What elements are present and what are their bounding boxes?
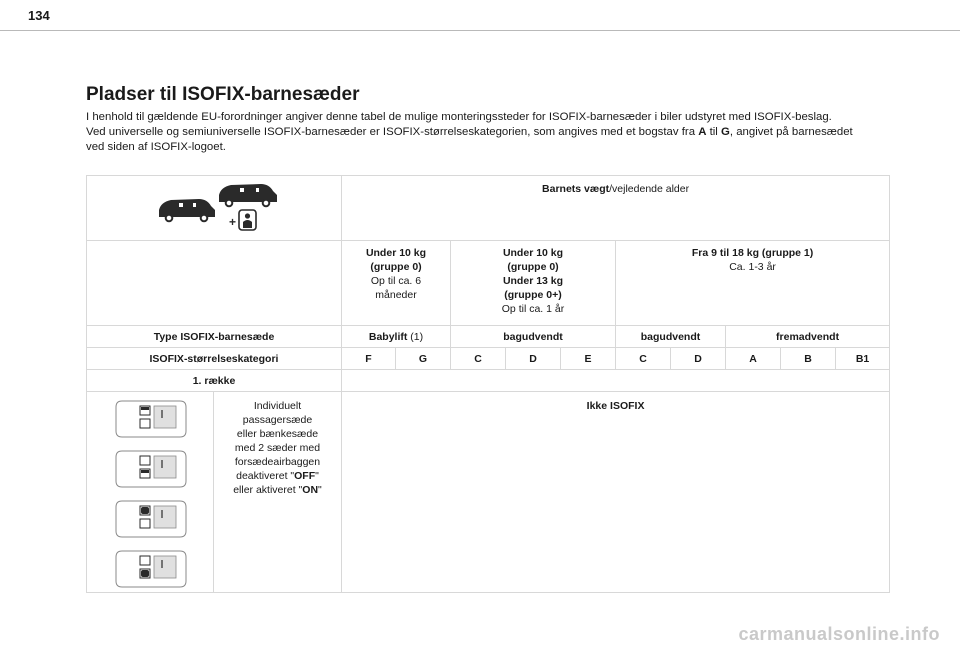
seat-desc-line2: passagersæde: [242, 414, 313, 426]
group-cell-1: [342, 241, 451, 326]
vehicle-icons-cell: [87, 176, 342, 241]
type-forward-facing: fremadvendt: [726, 326, 890, 348]
seat-desc-line1: Individuelt: [253, 400, 302, 412]
type-rear-facing-1: bagudvendt: [451, 326, 616, 348]
size-cell: F: [342, 348, 396, 370]
group1-line2: (gruppe 0): [370, 261, 422, 273]
size-label: ISOFIX-størrelseskategori: [87, 348, 342, 370]
seat-diagrams-cell: [87, 392, 214, 593]
intro-til: til: [706, 126, 721, 138]
intro-line-3: ved siden af ISOFIX-logoet.: [86, 141, 226, 153]
seat-desc-line4: med 2 sæder med: [234, 442, 321, 454]
group2-note1: Op til ca. 1 år: [501, 303, 565, 315]
size-cell: E: [561, 348, 616, 370]
babylift-note: (1): [407, 330, 424, 343]
watermark: carmanualsonline.info: [738, 624, 940, 644]
isofix-result-cell: Ikke ISOFIX: [342, 392, 890, 593]
page-title: Pladser til ISOFIX-barnesæder: [86, 84, 360, 105]
group3-line1: Fra 9 til 18 kg (gruppe 1): [691, 247, 814, 259]
weight-label: Barnets vægt: [542, 183, 610, 195]
seat-desc-line7: [214, 483, 341, 497]
group-empty-cell: [87, 241, 342, 326]
group-cell-3: [616, 241, 890, 326]
intro-text: [86, 110, 886, 155]
quote-close: ": [318, 484, 322, 496]
group3-note1: Ca. 1-3 år: [729, 261, 776, 273]
size-cell: C: [451, 348, 506, 370]
type-rear-facing-2: bagudvendt: [616, 326, 726, 348]
type-label: Type ISOFIX-barnesæde: [87, 326, 342, 348]
activated-text: eller aktiveret ": [233, 484, 303, 496]
babylift-label: Babylift: [368, 330, 408, 343]
isofix-table: [86, 175, 890, 593]
group2-line4: (gruppe 0+): [504, 289, 562, 301]
van-isofix-icon: [149, 180, 279, 232]
page-number: 134: [28, 8, 50, 23]
on-label: ON: [302, 484, 319, 496]
quote-close: ": [315, 470, 319, 482]
size-cell: D: [671, 348, 726, 370]
group2-line1: Under 10 kg: [502, 247, 564, 259]
size-cell: A: [726, 348, 781, 370]
age-label: /vejledende alder: [609, 183, 690, 195]
row-label-spacer: [342, 370, 890, 392]
intro-letter-g: G: [721, 126, 730, 138]
header-rule: [0, 30, 960, 31]
seat-desc-line6: [214, 469, 341, 483]
weight-header-cell: [342, 176, 890, 241]
deactivated-text: deaktiveret ": [236, 470, 295, 482]
group2-line3: Under 13 kg: [502, 275, 564, 287]
seat-description-cell: [214, 392, 342, 593]
group-cell-2: [451, 241, 616, 326]
type-babylift: [342, 326, 451, 348]
size-cell: B: [781, 348, 836, 370]
group1-line1: Under 10 kg: [365, 247, 427, 259]
size-cell: C: [616, 348, 671, 370]
intro-letter-a: A: [698, 126, 707, 138]
seat-desc-line3: eller bænkesæde: [236, 428, 319, 440]
seat-layout-icon: [110, 398, 190, 588]
group1-note2: måneder: [375, 289, 417, 301]
group2-line2: (gruppe 0): [507, 261, 559, 273]
size-cell: D: [506, 348, 561, 370]
intro-line-2a: Ved universelle og semiuniverselle ISOFIX-barnesæder er ISOFIX-størrelseskategorien, som angives med et bogstav fra: [86, 126, 699, 138]
svg-text:+: +: [229, 215, 237, 229]
size-cell: B1: [836, 348, 890, 370]
row-label: 1. række: [87, 370, 342, 392]
size-cell: G: [396, 348, 451, 370]
intro-line-1: I henhold til gældende EU-forordninger angiver denne tabel de mulige monteringssteder for ISOFIX-barnesæder i biler udstyret med ISOFIX-beslag.: [86, 111, 832, 123]
group1-note1: Op til ca. 6: [370, 275, 422, 287]
intro-line-2b: , angivet på barnesædet: [729, 126, 853, 138]
off-label: OFF: [294, 470, 316, 482]
seat-desc-line5: forsædeairbaggen: [234, 456, 321, 468]
